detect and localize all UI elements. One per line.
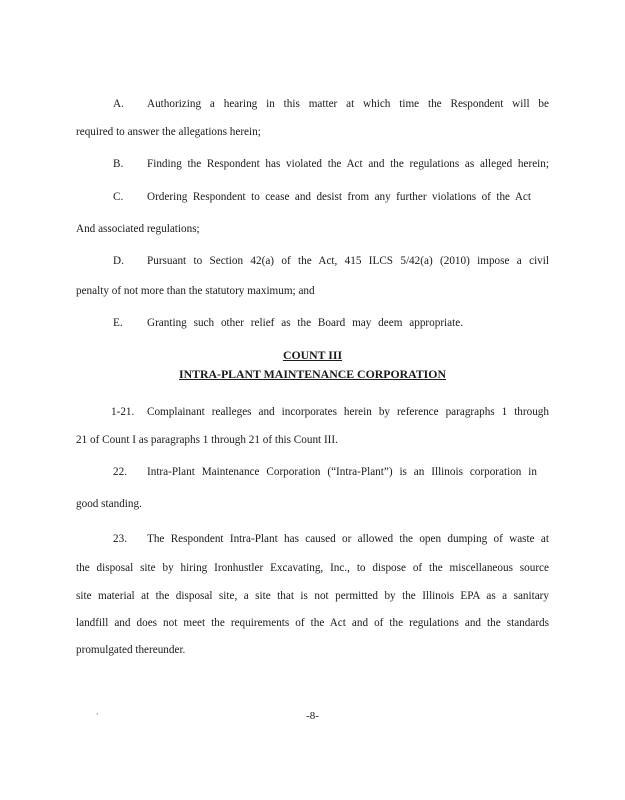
prayer-e-letter: E. — [113, 317, 123, 329]
prayer-e-line1: Granting such other relief as the Board may deem appropriate. — [147, 317, 463, 329]
paragraph-1-21-line1: Complainant realleges and incorporates herein by reference paragraphs 1 through — [147, 406, 549, 418]
paragraph-23-line2: the disposal site by hiring Ironhustler Excavating, Inc., to dispose of the miscellaneous source — [76, 562, 549, 574]
page-number: -8- — [306, 710, 319, 722]
prayer-d-line2: penalty of not more than the statutory maximum; and — [76, 285, 315, 297]
prayer-d-line1: Pursuant to Section 42(a) of the Act, 415 ILCS 5/42(a) (2010) impose a civil — [147, 255, 549, 267]
paragraph-23-number: 23. — [113, 533, 127, 545]
paragraph-1-21-line2: 21 of Count I as paragraphs 1 through 21 of this Count III. — [76, 434, 338, 446]
paragraph-23-line1: The Respondent Intra-Plant has caused or allowed the open dumping of waste at — [147, 533, 549, 545]
prayer-c-letter: C. — [113, 191, 124, 203]
paragraph-23-line5: promulgated thereunder. — [76, 644, 186, 656]
prayer-a-line1: Authorizing a hearing in this matter at which time the Respondent will be — [147, 98, 549, 110]
prayer-b-letter: B. — [113, 158, 124, 170]
paragraph-23-line3: site material at the disposal site, a site that is not permitted by the Illinois EPA as a sanitary — [76, 590, 549, 602]
prayer-c-line1: Ordering Respondent to cease and desist from any further violations of the Act — [147, 191, 531, 203]
prayer-a-line2: required to answer the allegations herein; — [76, 126, 261, 138]
paragraph-1-21-number: 1-21. — [111, 406, 135, 418]
count-subtitle: INTRA-PLANT MAINTENANCE CORPORATION — [179, 367, 446, 381]
paragraph-23-line4: landfill and does not meet the requirements of the Act and of the regulations and the standards — [76, 617, 549, 629]
scan-speck: · — [96, 710, 99, 719]
prayer-c-line2: And associated regulations; — [76, 223, 200, 235]
count-title: COUNT III — [282, 348, 343, 362]
paragraph-22-line2: good standing. — [76, 498, 142, 510]
prayer-b-line1: Finding the Respondent has violated the Act and the regulations as alleged herein; — [147, 158, 549, 170]
paragraph-22-line1: Intra-Plant Maintenance Corporation (“Intra-Plant”) is an Illinois corporation in — [147, 466, 537, 478]
prayer-d-letter: D. — [113, 255, 124, 267]
prayer-a-letter: A. — [113, 98, 124, 110]
paragraph-22-number: 22. — [113, 466, 127, 478]
